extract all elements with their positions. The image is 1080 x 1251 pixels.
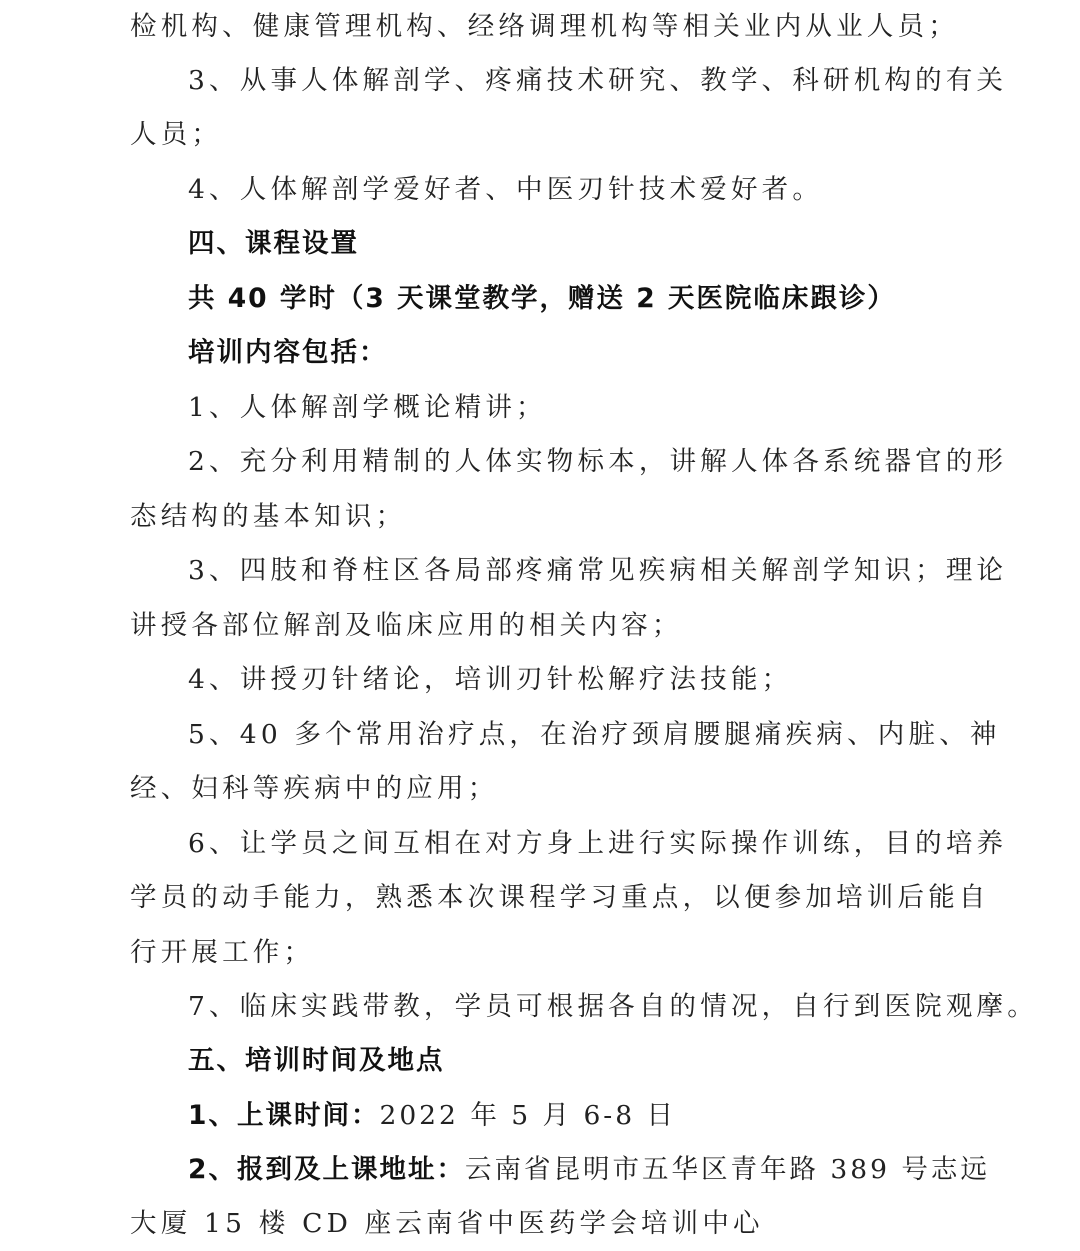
text-line-1: 检机构、健康管理机构、经络调理机构等相关业内从业人员； <box>130 11 959 42</box>
content-item-2-cont: 态结构的基本知识； <box>130 501 407 532</box>
content-item-5: 5、40 多个常用治疗点，在治疗颈肩腰腿痛疾病、内脏、神 <box>188 719 1001 750</box>
content-item-7: 7、临床实践带教，学员可根据各自的情况，自行到医院观摩。 <box>188 991 1038 1022</box>
content-item-4: 4、讲授刃针绪论，培训刃针松解疗法技能； <box>188 664 793 695</box>
section-heading-time-place: 五、培训时间及地点 <box>188 1045 445 1076</box>
text-line-3: 人员； <box>130 119 223 150</box>
text-line-4: 4、人体解剖学爱好者、中医刃针技术爱好者。 <box>188 174 824 205</box>
content-item-2: 2、充分利用精制的人体实物标本，讲解人体各系统器官的形 <box>188 446 1008 477</box>
content-item-6: 6、让学员之间互相在对方身上进行实际操作训练，目的培养 <box>188 828 1008 859</box>
content-item-1: 1、人体解剖学概论精讲； <box>188 392 547 423</box>
class-time <box>188 1089 676 1143</box>
class-time-value: 2022 年 5 月 6-8 日 <box>379 1100 677 1131</box>
content-item-6-cont2: 行开展工作； <box>130 937 315 968</box>
class-address <box>188 1143 990 1197</box>
class-address-value: 云南省昆明市五华区青年路 389 号志远 <box>464 1154 990 1185</box>
class-address-label: 2、报到及上课地址： <box>188 1154 465 1185</box>
training-content-label: 培训内容包括： <box>188 337 388 368</box>
content-item-3: 3、四肢和脊柱区各局部疼痛常见疾病相关解剖学知识；理论 <box>188 555 1008 586</box>
content-item-6-cont: 学员的动手能力，熟悉本次课程学习重点，以便参加培训后能自 <box>130 882 990 913</box>
class-address-cont: 大厦 15 楼 CD 座云南省中医药学会培训中心 <box>130 1208 764 1239</box>
content-item-5-cont: 经、妇科等疾病中的应用； <box>130 773 499 804</box>
course-hours: 共 40 学时（3 天课堂教学，赠送 2 天医院临床跟诊） <box>188 283 896 314</box>
text-line-2: 3、从事人体解剖学、疼痛技术研究、教学、科研机构的有关 <box>188 65 1008 96</box>
class-time-label: 1、上课时间： <box>188 1100 380 1131</box>
content-item-3-cont: 讲授各部位解剖及临床应用的相关内容； <box>130 610 683 641</box>
section-heading-course: 四、课程设置 <box>188 228 359 259</box>
